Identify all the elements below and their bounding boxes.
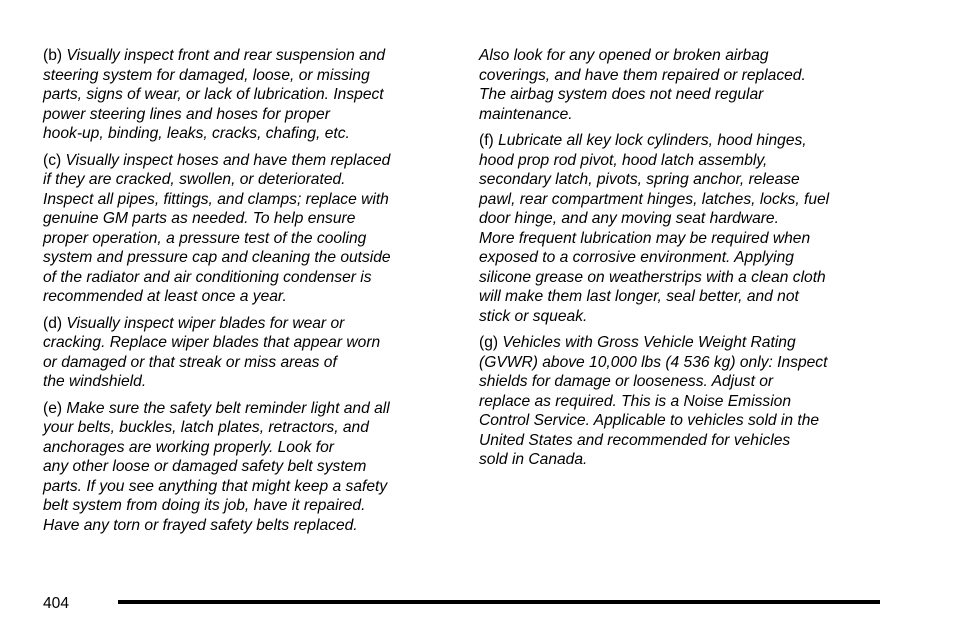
paragraph-text: Lubricate all key lock cylinders, hood hinges, hood prop rod pivot, hood latch assembly, secondary latch, pivots, spring anchor, release pawl, rear compartment hinges, latches, locks, fuel door hinge, and any moving seat hardware. More frequent lubrication may be required when exposed to a corrosive environment. Applying silicone grease on weatherstrips with a clean cloth will make them last longer, seal better, and not stick or squeak. bbox=[479, 132, 830, 325]
paragraph-label: (d) bbox=[43, 314, 67, 332]
paragraph-d bbox=[43, 314, 451, 392]
footer-rule bbox=[118, 600, 880, 604]
paragraph-label: (g) bbox=[479, 334, 503, 351]
paragraph-text: Make sure the safety belt reminder light and all your belts, buckles, latch plates, retractors, and anchorages are working properly. Look for any other loose or damaged safety belt system parts. If you see anything that might keep a safety belt system from doing its job, have it repaired. Have any torn or frayed safety belts replaced. bbox=[43, 399, 390, 534]
left-column bbox=[43, 46, 451, 542]
paragraph-text: Visually inspect front and rear suspension and steering system for damaged, loose, or missing parts, signs of wear, or lack of lubrication. Inspect power steering lines and hoses for proper hook-up, binding, leaks, cracks, chafing, etc. bbox=[43, 47, 386, 142]
paragraph-text: Visually inspect hoses and have them replaced if they are cracked, swollen, or deteriorated. Inspect all pipes, fittings, and clamps; replace with genuine GM parts as needed. To help ensure proper operation, a pressure test of the cooling system and pressure cap and cleaning the outside of the radiator and air conditioning condenser is recommended at least once a year. bbox=[43, 151, 391, 305]
right-column bbox=[479, 46, 887, 477]
paragraph-c bbox=[43, 151, 451, 307]
paragraph-label: (b) bbox=[43, 47, 67, 64]
paragraph-text: Also look for any opened or broken airbag coverings, and have them repaired or replaced. The airbag system does not need regular maintenance. bbox=[479, 47, 806, 123]
page-number: 404 bbox=[43, 595, 70, 612]
paragraph-label: (c) bbox=[43, 151, 66, 169]
paragraph-text: Vehicles with Gross Vehicle Weight Rating (GVWR) above 10,000 lbs (4 536 kg) only: Inspect shields for damage or looseness. Adjust or replace as required. This is a Noise Emission Control Service. Applicable to vehicles sold in the United States and recommended for vehicles sold in Canada. bbox=[479, 334, 828, 468]
paragraph-b bbox=[43, 46, 451, 144]
paragraph-label: (f) bbox=[479, 132, 499, 149]
paragraph-f bbox=[479, 131, 887, 326]
paragraph-e-continued bbox=[479, 46, 887, 124]
paragraph-label: (e) bbox=[43, 399, 67, 417]
paragraph-g bbox=[479, 333, 887, 470]
paragraph-e bbox=[43, 399, 451, 536]
paragraph-text: Visually inspect wiper blades for wear or cracking. Replace wiper blades that appear worn or damaged or that streak or miss areas of the windshield. bbox=[43, 314, 381, 390]
